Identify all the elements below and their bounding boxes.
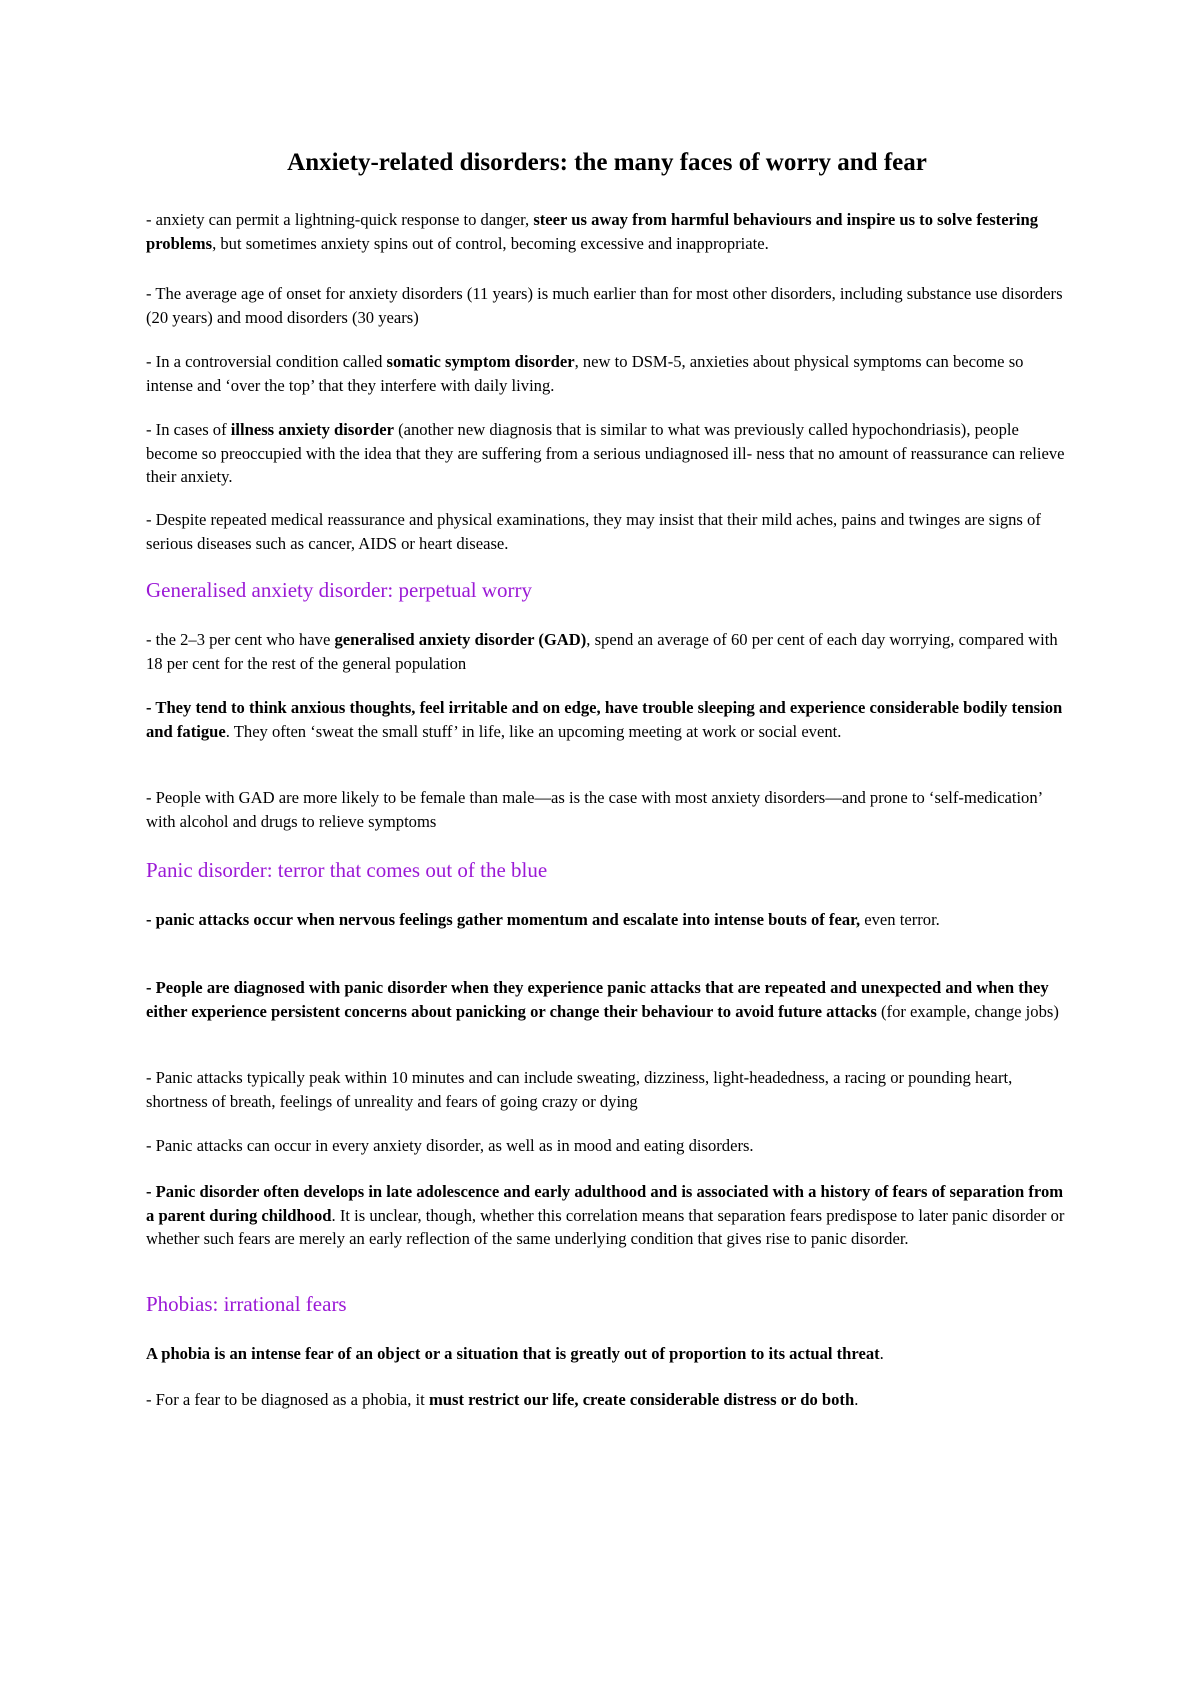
bold-text-run: - panic attacks occur when nervous feelings gather momentum and escalate into intense bouts of fear, [146,910,861,929]
text-run: . [879,1344,884,1363]
text-run: . They often ‘sweat the small stuff’ in life, like an upcoming meeting at work or social event. [225,721,842,741]
bold-text-run: must restrict our life, create considerable distress or do both [428,1390,855,1409]
text-run: , but sometimes anxiety spins out of control, becoming excessive and inappropriate. [212,233,769,253]
bold-text-run: - They tend to think anxious thoughts, feel irritable and on edge, have trouble sleeping and experience considerable bodily tension and fatigue [146,698,1063,741]
text-run: - In cases of [146,420,231,439]
text-run: , spend an average of 60 per cent of each day worrying, compared with 18 per cent for the rest of the general population [146,630,1058,673]
panic-paragraph-3 [146,1066,1068,1113]
bold-text-run: - People are diagnosed with panic disorder when they experience panic attacks that are repeated and unexpected and when they either experience persistent concerns about panicking or change their behaviour to avoid future attacks [146,978,1049,1021]
bold-text-run: illness anxiety disorder [230,420,394,439]
panic-paragraph-5 [146,1180,1068,1251]
intro-paragraph-4 [146,418,1068,489]
section-heading-phobias: Phobias: irrational fears [146,1292,347,1316]
section-heading-gad: Generalised anxiety disorder: perpetual worry [146,578,533,602]
text-run: - In a controversial condition called [146,352,387,371]
bold-text-run: A phobia is an intense fear of an object or a situation that is greatly out of proportion to its actual threat [146,1344,880,1363]
gad-paragraph-2 [146,696,1068,743]
text-run: even terror. [860,910,940,929]
intro-paragraph-2 [146,282,1068,329]
text-run: - People with GAD are more likely to be female than male—as is the case with most anxiety disorders—and prone to ‘self-medication’ with alcohol and drugs to relieve symptoms [146,788,1042,831]
intro-paragraph-5 [146,508,1068,555]
bold-text-run: generalised anxiety disorder (GAD) [334,630,587,649]
text-run: - For a fear to be diagnosed as a phobia, it [146,1390,429,1409]
text-run: - The average age of onset for anxiety disorders (11 years) is much earlier than for most other disorders, including substance use disorders (20 years) and mood disorders (30 years) [146,284,1063,327]
text-run: (for example, change jobs) [876,1001,1059,1021]
bold-text-run: steer us away from harmful behaviours and inspire us to solve festering problems [146,210,1039,253]
text-run: - Panic attacks can occur in every anxiety disorder, as well as in mood and eating disorders. [146,1136,754,1155]
gad-paragraph-3 [146,786,1068,833]
phobias-paragraph-2 [146,1388,1068,1412]
text-run: (another new diagnosis that is similar to what was previously called hypochondriasis), people become so preoccupied with the idea that they are suffering from a serious undiagnosed ill- ness that no amount of reassurance can relieve their anxiety. [146,420,1065,486]
text-run: - Despite repeated medical reassurance and physical examinations, they may insist that their mild aches, pains and twinges are signs of serious diseases such as cancer, AIDS or heart disease. [146,510,1041,553]
intro-paragraph-3 [146,350,1068,397]
text-run: . [854,1390,859,1409]
section-heading-panic: Panic disorder: terror that comes out of the blue [146,858,548,882]
text-run: - Panic attacks typically peak within 10 minutes and can include sweating, dizziness, light-headedness, a racing or pounding heart, shortness of breath, feelings of unreality and fears of going crazy or dying [146,1068,1013,1111]
document-title: Anxiety-related disorders: the many faces of worry and fear [287,149,927,176]
panic-paragraph-2 [146,976,1068,1023]
panic-paragraph-4 [146,1134,1068,1158]
text-run: - anxiety can permit a lightning-quick response to danger, [146,210,534,229]
text-run: , new to DSM-5, anxieties about physical symptoms can become so intense and ‘over the top’ that they interfere with daily living. [146,352,1024,395]
text-run: . It is unclear, though, whether this correlation means that separation fears predispose to later panic disorder or whether such fears are merely an early reflection of the same underlying condition that gives rise to panic disorder. [146,1205,1065,1248]
text-run: - the 2–3 per cent who have [146,630,335,649]
gad-paragraph-1 [146,628,1068,675]
panic-paragraph-1 [146,908,1068,932]
phobias-paragraph-1 [146,1342,1068,1366]
bold-text-run: somatic symptom disorder [386,352,575,371]
bold-text-run: - Panic disorder often develops in late adolescence and early adulthood and is associated with a history of fears of separation from a parent during childhood [146,1182,1064,1225]
intro-paragraph-1 [146,208,1068,255]
